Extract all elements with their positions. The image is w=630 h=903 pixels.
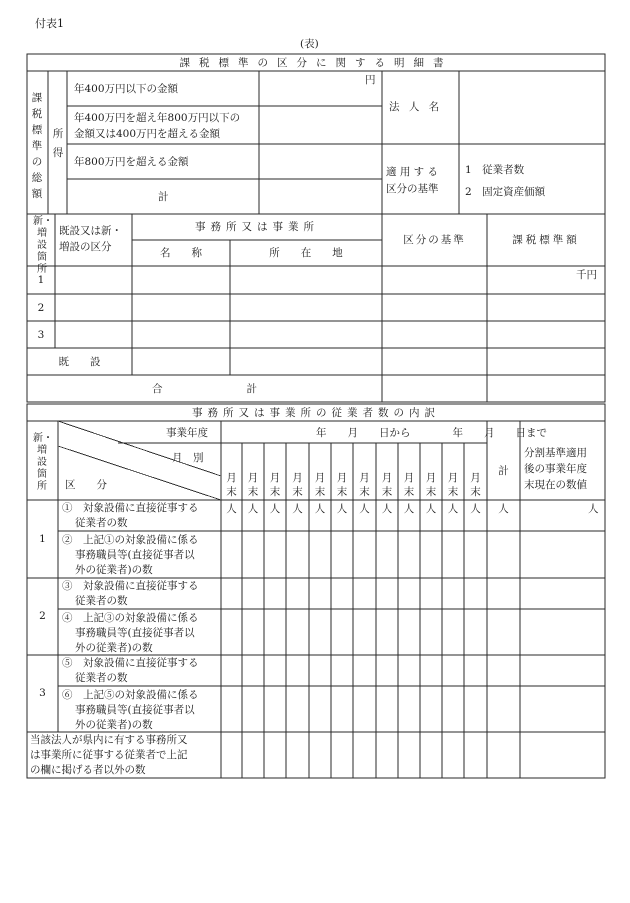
- paren-label: (表): [300, 38, 319, 50]
- emp-total-header: 計: [498, 465, 509, 477]
- item-3-line1: ③ 対象設備に直接従事する: [62, 580, 199, 592]
- item-3-line2: 従業者の数: [75, 595, 128, 607]
- annex-label: 付表1: [35, 17, 64, 30]
- person-unit: 人: [425, 503, 437, 515]
- basis-header: 区分の基準: [403, 234, 466, 246]
- month-end-header: 月末: [470, 472, 481, 498]
- item-6-line1: ⑥ 上記⑤の対象設備に係る: [62, 689, 199, 701]
- office-header: 事務所又は事業所: [195, 221, 319, 233]
- income-label: 所得: [52, 128, 64, 159]
- office-row-1-num: 1: [37, 274, 45, 286]
- person-unit: 人: [403, 503, 415, 515]
- basis-option-fixed-assets: 2 固定資産価額: [465, 186, 546, 198]
- grand-total-label: 合 計: [152, 383, 257, 395]
- name-header: 名 称: [160, 247, 202, 259]
- person-unit: 人: [292, 503, 303, 515]
- item-6-line3: 外の従業者)の数: [75, 719, 153, 731]
- monthly-label: 月 別: [172, 452, 204, 464]
- month-end-header: 月末: [336, 472, 348, 498]
- item-2-line3: 外の従業者)の数: [75, 564, 153, 576]
- person-unit: 人: [226, 503, 237, 515]
- basis-option-employees: 1 従業者数: [465, 164, 525, 176]
- after-basis-line1: 分割基準適用: [524, 447, 587, 459]
- month-end-header: 月末: [381, 472, 393, 498]
- row-4m-8m-line1: 年400万円を超え年800万円以下の: [74, 112, 241, 124]
- other-employees-line2: は事業所に従事する従業者で上記: [30, 749, 188, 761]
- person-unit: 人: [269, 503, 281, 515]
- corp-name-label: 法 人 名: [389, 101, 443, 113]
- item-4-line3: 外の従業者)の数: [75, 642, 153, 654]
- person-unit: 人: [359, 503, 370, 515]
- row-under-4m: 年400万円以下の金額: [74, 83, 179, 95]
- person-unit: 人: [381, 503, 393, 515]
- person-unit: 人: [447, 503, 459, 515]
- category-label: 区 分: [65, 479, 107, 491]
- item-1-line2: 従業者の数: [75, 517, 128, 529]
- tax-base-header: 課税標準額: [512, 234, 580, 246]
- month-end-header: 月末: [359, 472, 370, 498]
- other-employees-line1: 当該法人が県内に有する事務所又: [30, 734, 188, 746]
- thousand-yen-unit: 千円: [576, 269, 597, 281]
- office-row-3-num: 3: [37, 329, 45, 341]
- basis-label-line2: 区分の基準: [386, 183, 439, 195]
- item-2-line1: ② 上記①の対象設備に係る: [62, 534, 199, 546]
- yen-unit: 円: [365, 74, 376, 86]
- existing-new-header-line2: 増設の区分: [59, 241, 112, 253]
- person-unit-after-basis: 人: [588, 503, 599, 515]
- person-unit: 人: [247, 503, 259, 515]
- item-1-line1: ① 対象設備に直接従事する: [62, 502, 199, 514]
- group-1-num: 1: [39, 533, 46, 545]
- item-4-line2: 事務職員等(直接従事者以: [75, 627, 195, 639]
- location-header: 所 在 地: [269, 247, 343, 259]
- person-unit: 人: [314, 503, 326, 515]
- month-end-header: 月末: [226, 472, 237, 498]
- person-unit: 人: [470, 503, 481, 515]
- item-5-line2: 従業者の数: [75, 672, 128, 684]
- existing-label: 既 設: [58, 356, 101, 368]
- month-end-header: 月末: [447, 472, 459, 498]
- person-unit: 人: [336, 503, 348, 515]
- emp-new-col-header: 新・増設箇所: [33, 433, 53, 492]
- basis-label-line1: 適 用 す る: [386, 166, 439, 178]
- other-employees-line3: の欄に掲げる者以外の数: [30, 764, 146, 776]
- total-label: 課税標準の総額: [31, 92, 43, 200]
- after-basis-line3: 末現在の数値: [524, 479, 587, 491]
- fiscal-year-label: 事業年度: [166, 427, 208, 439]
- month-end-header: 月末: [292, 472, 303, 498]
- form-title: 課税標準の区分に関する明細書: [179, 57, 453, 69]
- month-end-header: 月末: [247, 472, 259, 498]
- month-end-header: 月末: [403, 472, 415, 498]
- fiscal-period: 年 月 日から 年 月 日まで: [316, 427, 547, 439]
- top-sum-label: 計: [158, 191, 169, 203]
- row-4m-8m-line2: 金額又は400万円を超える金額: [74, 128, 221, 140]
- month-end-header: 月末: [314, 472, 326, 498]
- group-3-num: 3: [39, 687, 46, 699]
- item-5-line1: ⑤ 対象設備に直接従事する: [62, 657, 199, 669]
- person-unit-total: 人: [498, 503, 509, 515]
- month-end-header: 月末: [425, 472, 437, 498]
- item-6-line2: 事務職員等(直接従事者以: [75, 704, 195, 716]
- month-end-header: 月末: [269, 472, 281, 498]
- after-basis-line2: 後の事業年度: [524, 463, 587, 475]
- new-col-header: 新・増設箇所: [33, 216, 53, 275]
- group-2-num: 2: [39, 610, 46, 622]
- row-over-8m: 年800万円を超える金額: [74, 156, 189, 168]
- item-2-line2: 事務職員等(直接従事者以: [75, 549, 195, 561]
- office-row-2-num: 2: [37, 302, 45, 314]
- item-4-line1: ④ 上記③の対象設備に係る: [62, 612, 199, 624]
- existing-new-header-line1: 既設又は新・: [59, 225, 122, 237]
- employee-breakdown-title: 事務所又は事業所の従業者数の内訳: [192, 407, 440, 419]
